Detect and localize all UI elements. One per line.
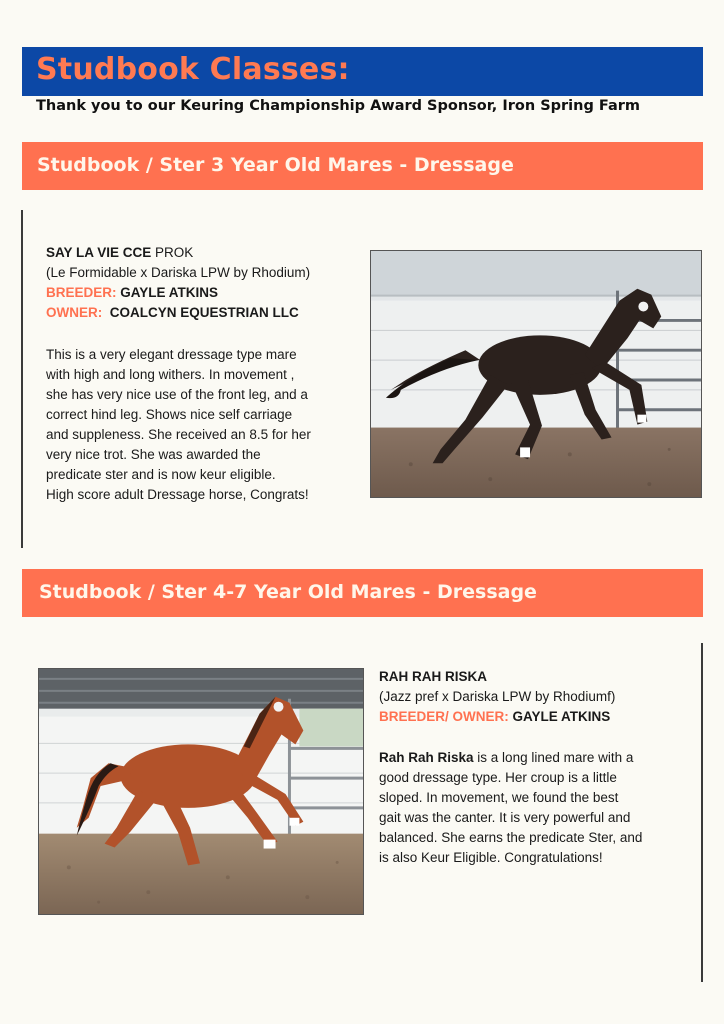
breeder-owner-line [379, 707, 699, 727]
description-line [379, 748, 697, 768]
horse-name: RAH RAH RISKA [379, 669, 487, 684]
section-divider-line [701, 643, 703, 982]
description-line: and suppleness. She received an 8.5 for her [46, 427, 311, 442]
description-line: sloped. In movement, we found the best [379, 790, 619, 805]
description-line: balanced. She earns the predicate Ster, and [379, 830, 643, 845]
owner-value: COALCYN EQUESTRIAN LLC [109, 305, 299, 320]
description-line: with high and long withers. In movement , [46, 367, 295, 382]
description-line: she has very nice use of the front leg, and a [46, 387, 308, 402]
description-line: gait was the canter. It is very powerful and [379, 810, 631, 825]
description-line: very nice trot. She was awarded the [46, 447, 261, 462]
page-title: Studbook Classes: [36, 52, 350, 87]
breeder-value: GAYLE ATKINS [120, 285, 219, 300]
horse-name: SAY LA VIE CCE [46, 245, 152, 260]
horse-name-inline: Rah Rah Riska [379, 750, 474, 765]
horse-pedigree: (Jazz pref x Dariska LPW by Rhodiumf) [379, 689, 616, 704]
breeder-label: BREEDER: [46, 285, 117, 300]
horse-entry-rah-rah-riska [379, 667, 699, 727]
breeder-owner-label: BREEDER/ OWNER: [379, 709, 509, 724]
description-line: correct hind leg. Shows nice self carriage [46, 407, 293, 422]
section-header-3yo [22, 142, 703, 190]
sponsor-line: Thank you to our Keuring Championship Award Sponsor, Iron Spring Farm [36, 98, 641, 114]
horse-description [46, 345, 366, 505]
section-title: Studbook / Ster 4-7 Year Old Mares - Dressage [39, 581, 537, 603]
breeder-owner-value: GAYLE ATKINS [512, 709, 611, 724]
description-line: This is a very elegant dressage type mare [46, 347, 297, 362]
section-title: Studbook / Ster 3 Year Old Mares - Dressage [37, 154, 514, 176]
section-divider-line [21, 210, 23, 548]
description-line: High score adult Dressage horse, Congrats! [46, 487, 309, 502]
chestnut-mare-cantering-photo [38, 668, 364, 915]
description-line: predicate ster and is now keur eligible. [46, 467, 276, 482]
description-line: is also Keur Eligible. Congratulations! [379, 850, 603, 865]
description-line: good dressage type. Her croup is a little [379, 770, 617, 785]
owner-label: OWNER: [46, 305, 103, 320]
horse-description [379, 748, 697, 868]
description-text: is a long lined mare with a [473, 750, 634, 765]
horse-pedigree: (Le Formidable x Dariska LPW by Rhodium) [46, 265, 311, 280]
horse-name-line [46, 243, 366, 263]
horse-entry-say-la-vie [46, 243, 366, 323]
horse-suffix: PROK [151, 245, 194, 260]
owner-line [46, 303, 366, 323]
dark-bay-mare-trotting-photo [370, 250, 702, 498]
section-header-4-7yo [22, 569, 703, 617]
breeder-line [46, 283, 366, 303]
